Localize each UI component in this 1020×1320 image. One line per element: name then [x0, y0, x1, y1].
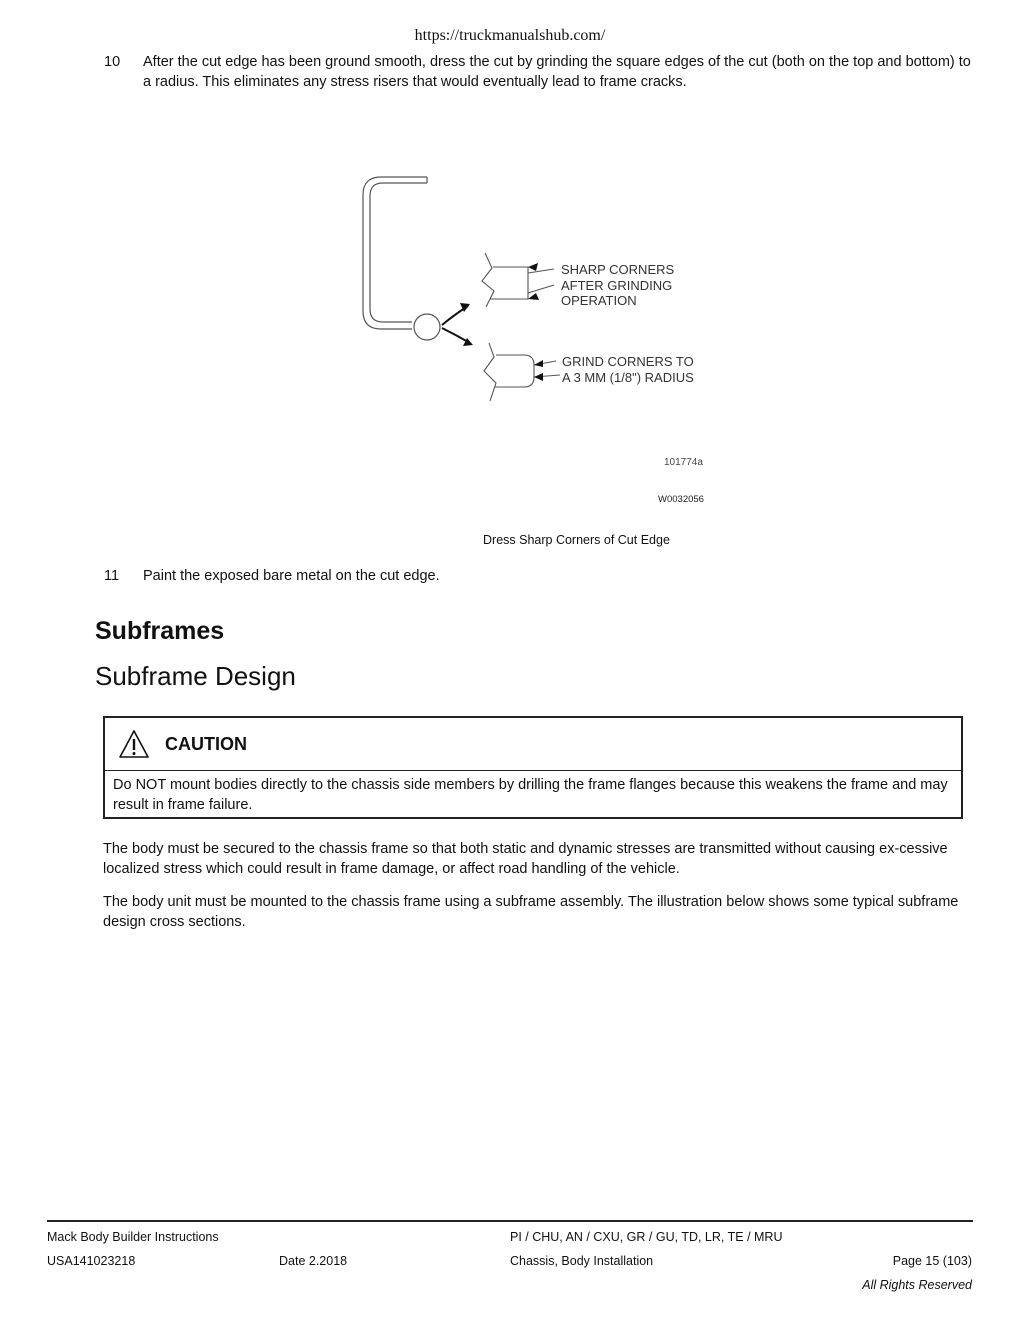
- frame-section: [363, 177, 427, 329]
- footer-doc-title: Mack Body Builder Instructions: [47, 1230, 219, 1244]
- detail-arrows: [442, 306, 470, 343]
- caution-title: CAUTION: [165, 734, 247, 754]
- watermark-url[interactable]: https://truckmanualshub.com/: [414, 27, 606, 44]
- step-number: 10: [104, 54, 121, 70]
- caution-box: [103, 716, 963, 819]
- figure-id: W0032056: [658, 494, 704, 505]
- footer-models: PI / CHU, AN / CXU, GR / GU, TD, LR, TE / MRU: [510, 1230, 783, 1244]
- body-paragraph-1: The body must be secured to the chassis frame so that both static and dynamic stresses are transmitted without causing ex-cessive localized stress which could result in frame damage, or affect road handling of the vehicle.: [103, 841, 948, 877]
- step-number: 11: [104, 568, 120, 584]
- subsection-title: Subframe Design: [95, 661, 296, 691]
- callout-sharp-corners: SHARP CORNERS AFTER GRINDING OPERATION: [561, 262, 675, 308]
- caution-text: Do NOT mount bodies directly to the chassis side members by drilling the frame flanges because this weakens the frame and may result in frame failure.: [113, 777, 948, 813]
- warning-triangle-icon: [117, 728, 151, 760]
- section-title: Subframes: [95, 617, 225, 645]
- footer-chapter: Chassis, Body Installation: [510, 1254, 654, 1268]
- step-text: Paint the exposed bare metal on the cut edge.: [143, 568, 440, 584]
- body-paragraph-2: The body unit must be mounted to the chassis frame using a subframe assembly. The illustration below shows some typical subframe design cross sections.: [103, 894, 959, 930]
- step-10: [104, 52, 974, 92]
- caution-header: [105, 718, 961, 771]
- footer-divider: [47, 1220, 973, 1222]
- figure-caption: Dress Sharp Corners of Cut Edge: [483, 533, 670, 547]
- footer-doc-number: USA141023218: [47, 1254, 136, 1268]
- step-text: After the cut edge has been ground smooth, dress the cut by grinding the square edges of the cut (both on the top and bottom) to a radius. This eliminates any stress risers that would eventually lead to frame cracks.: [143, 54, 971, 90]
- rounded-corner-piece: [484, 343, 560, 401]
- detail-circle: [414, 314, 440, 340]
- footer-page-number: Page 15 (103): [892, 1254, 972, 1268]
- footer-date: Date 2.2018: [279, 1254, 348, 1268]
- figure-ref-code: 101774a: [664, 457, 703, 468]
- sharp-corner-piece: [482, 253, 554, 307]
- step-11: [104, 566, 974, 586]
- callout-grind-corners: GRIND CORNERS TO A 3 MM (1/8") RADIUS: [562, 354, 694, 385]
- footer-rights: All Rights Reserved: [862, 1278, 972, 1292]
